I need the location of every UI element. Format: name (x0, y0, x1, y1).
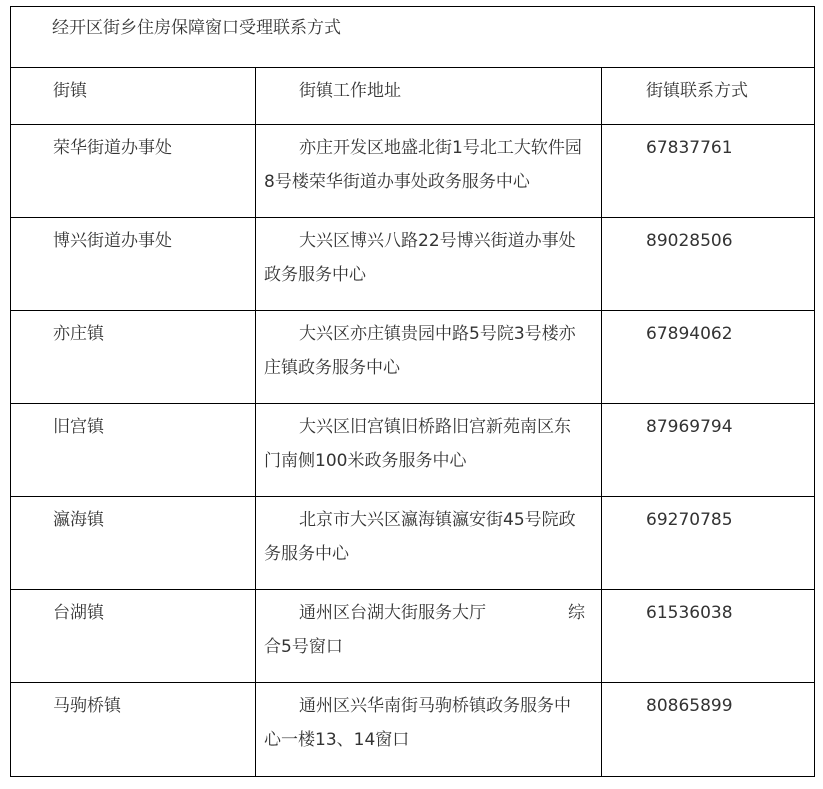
town-cell: 马驹桥镇 (11, 683, 256, 777)
address-cell: 大兴区旧宫镇旧桥路旧宫新苑南区东门南侧100米政务服务中心 (256, 404, 602, 497)
table-row (11, 683, 815, 777)
address-cell: 通州区兴华南街马驹桥镇政务服务中心一楼13、14窗口 (256, 683, 602, 777)
contact-table (10, 6, 815, 777)
address-line-text: 通州区台湖大街服务大厅 (299, 603, 486, 623)
table-row (11, 218, 815, 311)
table-title-row (11, 7, 815, 68)
table-header-row (11, 68, 815, 125)
address-line: 合5号窗口 (264, 637, 343, 657)
table-row (11, 590, 815, 683)
table-title: 经开区街乡住房保障窗口受理联系方式 (11, 7, 815, 68)
town-cell: 瀛海镇 (11, 497, 256, 590)
phone-cell: 87969794 (602, 404, 815, 497)
town-cell: 荣华街道办事处 (11, 125, 256, 218)
table-row (11, 311, 815, 404)
phone-cell: 80865899 (602, 683, 815, 777)
table-row (11, 125, 815, 218)
town-cell: 博兴街道办事处 (11, 218, 256, 311)
phone-cell: 89028506 (602, 218, 815, 311)
address-cell: 北京市大兴区瀛海镇瀛安街45号院政务服务中心 (256, 497, 602, 590)
town-cell: 台湖镇 (11, 590, 256, 683)
address-cell: 大兴区亦庄镇贵园中路5号院3号楼亦庄镇政务服务中心 (256, 311, 602, 404)
address-cell: 大兴区博兴八路22号博兴街道办事处政务服务中心 (256, 218, 602, 311)
town-cell: 旧宫镇 (11, 404, 256, 497)
address-line (264, 596, 585, 630)
phone-cell: 69270785 (602, 497, 815, 590)
phone-cell: 67894062 (602, 311, 815, 404)
table-row (11, 497, 815, 590)
phone-cell: 67837761 (602, 125, 815, 218)
header-phone: 街镇联系方式 (602, 68, 815, 125)
address-line-end: 综 (568, 603, 585, 623)
phone-cell: 61536038 (602, 590, 815, 683)
header-address: 街镇工作地址 (256, 68, 602, 125)
address-cell (256, 590, 602, 683)
town-cell: 亦庄镇 (11, 311, 256, 404)
address-cell: 亦庄开发区地盛北街1号北工大软件园8号楼荣华街道办事处政务服务中心 (256, 125, 602, 218)
table-row (11, 404, 815, 497)
header-town: 街镇 (11, 68, 256, 125)
